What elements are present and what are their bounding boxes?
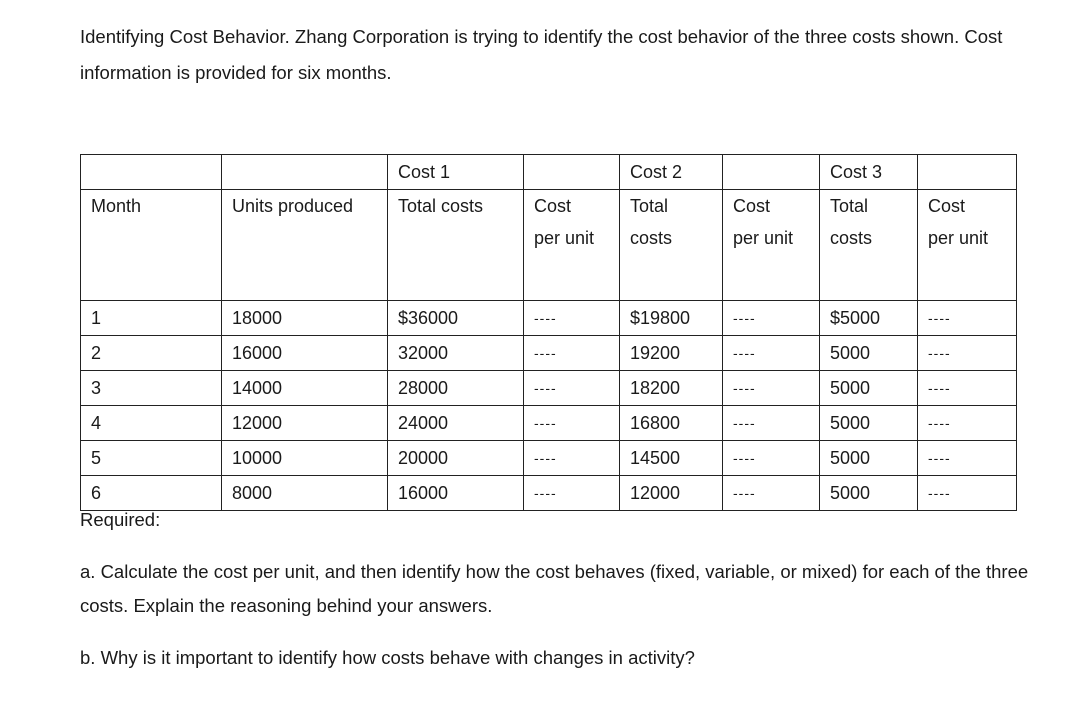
cost2-per-unit-cell: ---- — [723, 406, 820, 441]
empty-header-cell — [222, 155, 388, 190]
cost1-total-cell: 32000 — [388, 336, 524, 371]
cost1-group-header: Cost 1 — [388, 155, 524, 190]
cost3-per-unit-cell: ---- — [918, 336, 1017, 371]
cost3-per-unit-cell: ---- — [918, 441, 1017, 476]
table-row — [81, 406, 1017, 441]
empty-header-cell — [918, 155, 1017, 190]
cost1-per-unit-cell: ---- — [524, 406, 620, 441]
cost2-total-cell: 19200 — [620, 336, 723, 371]
cost1-per-unit-header — [524, 190, 620, 301]
cost2-total-cell: 12000 — [620, 476, 723, 511]
cost2-total-cell: $19800 — [620, 301, 723, 336]
cost2-per-unit-cell: ---- — [723, 441, 820, 476]
header-line: per unit — [534, 228, 595, 248]
table-row — [81, 441, 1017, 476]
cost1-total-cell: $36000 — [388, 301, 524, 336]
cost2-per-unit-cell: ---- — [723, 301, 820, 336]
cost2-per-unit-header — [723, 190, 820, 301]
empty-header-cell — [723, 155, 820, 190]
month-header: Month — [81, 190, 222, 301]
cost3-total-cell: 5000 — [820, 441, 918, 476]
cost2-per-unit-cell: ---- — [723, 371, 820, 406]
units-cell: 14000 — [222, 371, 388, 406]
units-header: Units produced — [222, 190, 388, 301]
cost2-per-unit-cell: ---- — [723, 476, 820, 511]
header-line: Total — [630, 196, 669, 216]
cost3-per-unit-header — [918, 190, 1017, 301]
cost2-total-cell: 14500 — [620, 441, 723, 476]
cost3-total-cell: 5000 — [820, 371, 918, 406]
cost1-per-unit-cell: ---- — [524, 476, 620, 511]
cost1-per-unit-cell: ---- — [524, 441, 620, 476]
header-line: Cost — [733, 196, 771, 216]
units-cell: 8000 — [222, 476, 388, 511]
problem-intro: Identifying Cost Behavior. Zhang Corporation is trying to identify the cost behavior of the three costs shown. Cost information is provided for six months. — [80, 26, 1003, 83]
month-cell: 4 — [81, 406, 222, 441]
cost1-per-unit-cell: ---- — [524, 336, 620, 371]
cost3-total-cell: 5000 — [820, 476, 918, 511]
cost3-per-unit-cell: ---- — [918, 301, 1017, 336]
cost3-total-cell: 5000 — [820, 336, 918, 371]
group-header-row — [81, 155, 1017, 190]
cost3-total-header — [820, 190, 918, 301]
cost1-total-header: Total costs — [388, 190, 524, 301]
table-row — [81, 301, 1017, 336]
cost3-group-header: Cost 3 — [820, 155, 918, 190]
required-label: Required: — [80, 509, 161, 530]
units-cell: 18000 — [222, 301, 388, 336]
cost1-total-cell: 24000 — [388, 406, 524, 441]
month-cell: 6 — [81, 476, 222, 511]
header-line: Cost — [928, 196, 966, 216]
table-row — [81, 476, 1017, 511]
header-line: Total — [830, 196, 869, 216]
month-cell: 5 — [81, 441, 222, 476]
cost2-group-header: Cost 2 — [620, 155, 723, 190]
cost1-per-unit-cell: ---- — [524, 301, 620, 336]
units-cell: 12000 — [222, 406, 388, 441]
month-cell: 3 — [81, 371, 222, 406]
header-line: Cost — [534, 196, 572, 216]
header-line: costs — [630, 228, 673, 248]
cost3-total-cell: $5000 — [820, 301, 918, 336]
header-line: per unit — [928, 228, 989, 248]
header-line: costs — [830, 228, 873, 248]
table-row — [81, 336, 1017, 371]
empty-header-cell — [524, 155, 620, 190]
cost-table — [80, 154, 1017, 511]
cost3-per-unit-cell: ---- — [918, 371, 1017, 406]
header-line: per unit — [733, 228, 794, 248]
cost3-per-unit-cell: ---- — [918, 406, 1017, 441]
units-cell: 10000 — [222, 441, 388, 476]
question-a: a. Calculate the cost per unit, and then identify how the cost behaves (fixed, variable, or mixed) for each of the three costs. Explain the reasoning behind your answers. — [80, 561, 1029, 616]
cost3-total-cell: 5000 — [820, 406, 918, 441]
question-b: b. Why is it important to identify how costs behave with changes in activity? — [80, 647, 695, 668]
cost2-per-unit-cell: ---- — [723, 336, 820, 371]
cost3-per-unit-cell: ---- — [918, 476, 1017, 511]
table-row — [81, 371, 1017, 406]
month-cell: 2 — [81, 336, 222, 371]
cost2-total-cell: 18200 — [620, 371, 723, 406]
units-cell: 16000 — [222, 336, 388, 371]
cost1-total-cell: 20000 — [388, 441, 524, 476]
month-cell: 1 — [81, 301, 222, 336]
column-header-row — [81, 190, 1017, 301]
cost1-total-cell: 16000 — [388, 476, 524, 511]
empty-header-cell — [81, 155, 222, 190]
cost1-total-cell: 28000 — [388, 371, 524, 406]
cost2-total-cell: 16800 — [620, 406, 723, 441]
cost2-total-header — [620, 190, 723, 301]
cost1-per-unit-cell: ---- — [524, 371, 620, 406]
